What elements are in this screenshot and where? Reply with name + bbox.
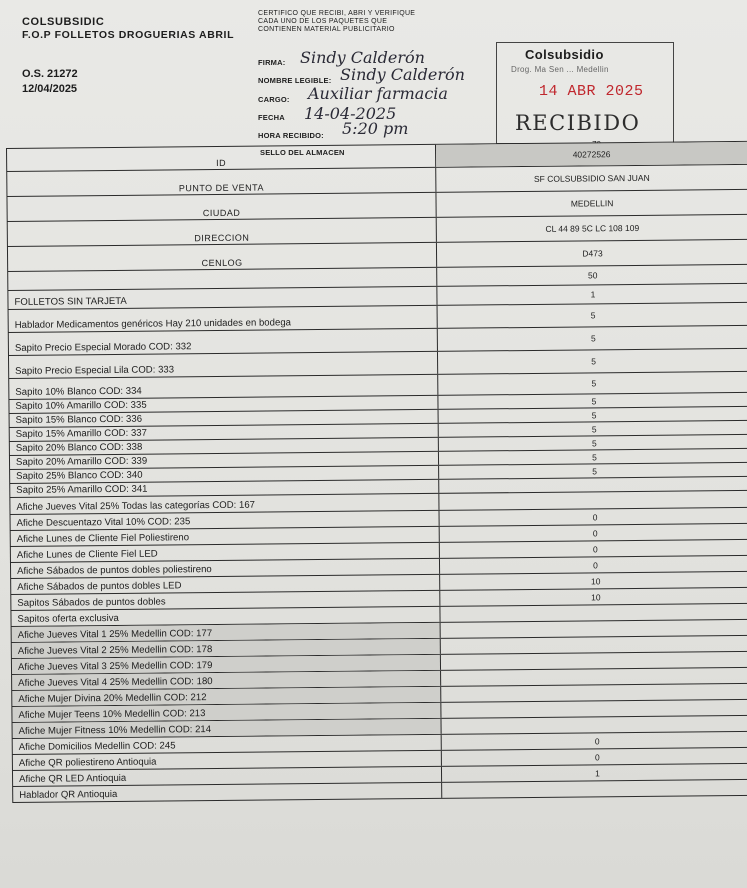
item-name: Hablador Medicamentos genéricos Hay 210 unidades en bodega [8, 306, 438, 332]
row-label: PUNTO DE VENTA [6, 168, 436, 196]
item-name: Afiche Domicilios Medellin COD: 245 [12, 735, 442, 754]
item-name: Sapito 10% Blanco COD: 334 [8, 375, 438, 399]
row-value: 40272526 [436, 142, 747, 167]
item-qty [441, 668, 747, 686]
stamp-store: Drog. Ma Sen ... Medellin [511, 65, 609, 74]
row-label: CENLOG [7, 243, 437, 271]
item-name: Afiche Lunes de Cliente Fiel LED [10, 543, 440, 562]
stamp-status: RECIBIDO [515, 111, 641, 135]
row-label: ID [6, 145, 436, 171]
item-name: Sapito Precio Especial Lila COD: 333 [8, 352, 438, 378]
item-qty: 5 [591, 378, 597, 389]
item-name: FOLLETOS SIN TARJETA [7, 287, 437, 309]
item-qty [441, 700, 747, 718]
item-qty: 5 [590, 333, 596, 344]
item-qty: 0 [594, 751, 600, 762]
item-name: Afiche Jueves Vital 1 25% Medellin COD: 177 [11, 623, 441, 642]
delivery-table [6, 141, 747, 803]
item-name: Sapitos Sábados de puntos dobles [10, 591, 440, 610]
document-header [22, 16, 234, 42]
item-name: Afiche Jueves Vital 2 25% Medellin COD: 178 [11, 639, 441, 658]
row-value: CL 44 89 5C LC 108 109 [545, 222, 640, 234]
signature-value: Sindy Calderón [300, 48, 425, 67]
item-qty: 1 [590, 289, 596, 300]
item-name: Afiche Sábados de puntos dobles LED [10, 575, 440, 594]
item-name: Afiche Jueves Vital 25% Todas las categorías COD: 167 [9, 494, 439, 514]
item-qty: 0 [592, 527, 598, 538]
received-stamp [496, 42, 674, 144]
item-name: Afiche Descuentazo Vital 10% COD: 235 [10, 511, 440, 530]
item-name: Afiche QR LED Antioquia [12, 767, 442, 786]
item-name: Sapito 15% Amarillo COD: 337 [9, 424, 439, 441]
row-value: MEDELLIN [570, 198, 614, 209]
item-qty: 10 [591, 591, 601, 602]
item-qty [441, 636, 747, 654]
item-qty: 0 [593, 559, 598, 570]
item-name: Sapito 20% Amarillo COD: 339 [9, 452, 439, 469]
position-value: Auxiliar farmacia [308, 84, 448, 103]
item-qty [439, 491, 747, 510]
document-subtitle: F.O.P FOLLETOS DROGUERIAS ABRIL [22, 29, 235, 41]
received-date-label: FECHA [258, 113, 285, 122]
company-name: COLSUBSIDIC [22, 16, 105, 28]
received-time-value: 5:20 pm [342, 119, 409, 138]
certification-text: CERTIFICO QUE RECIBI, ABRI Y VERIFIQUE CADA UNO DE LOS PAQUETES QUE CONTIENEN MATERIAL PUBLICITARIO [258, 10, 416, 33]
item-name: Afiche Jueves Vital 3 25% Medellin COD: 179 [11, 655, 441, 674]
item-qty [441, 684, 747, 702]
item-qty: 50 [587, 270, 598, 281]
item-name: Afiche QR poliestireno Antioquia [12, 751, 442, 770]
item-name: Afiche Sábados de puntos dobles poliestireno [10, 559, 440, 578]
stamp-date: 14 ABR 2025 [539, 83, 644, 100]
row-label: DIRECCION [7, 218, 437, 246]
item-qty [441, 620, 747, 638]
legible-name-value: Sindy Calderón [340, 65, 465, 84]
item-name: Afiche Mujer Divina 20% Medellin COD: 212 [11, 687, 441, 706]
item-qty [441, 716, 747, 734]
signature-label: FIRMA: [258, 58, 286, 67]
item-qty: 5 [591, 395, 597, 406]
item-qty: 0 [594, 735, 600, 746]
item-name: Hablador QR Antioquia [12, 783, 442, 802]
item-qty: 5 [590, 310, 596, 321]
item-qty: 5 [591, 356, 596, 367]
item-name: Afiche Jueves Vital 4 25% Medellin COD: 180 [11, 671, 441, 690]
item-qty: 5 [591, 423, 597, 434]
item-qty: 0 [592, 511, 598, 522]
item-qty: 5 [591, 437, 597, 448]
position-label: CARGO: [258, 95, 290, 104]
item-qty [440, 604, 747, 622]
received-date-value: 14-04-2025 [304, 104, 397, 123]
item-name: Afiche Lunes de Cliente Fiel Poliestireno [10, 527, 440, 546]
item-qty: 5 [592, 451, 597, 462]
item-qty: 0 [592, 543, 598, 554]
item-name: Sapito 10% Amarillo COD: 335 [8, 396, 438, 413]
item-qty: 1 [595, 767, 600, 778]
item-qty: 10 [590, 575, 601, 586]
item-name: Afiche Mujer Fitness 10% Medellin COD: 214 [12, 719, 442, 738]
item-qty: 5 [592, 465, 598, 476]
item-qty: 5 [591, 409, 597, 420]
order-info [22, 67, 78, 97]
order-number: O.S. 21272 [22, 68, 78, 80]
item-name: Afiche Mujer Teens 10% Medellin COD: 213 [11, 703, 441, 722]
item-name: Sapito 20% Blanco COD: 338 [9, 438, 439, 455]
stamp-brand: Colsubsidio [525, 47, 604, 62]
row-value: SF COLSUBSIDIO SAN JUAN [533, 172, 650, 184]
item-qty [441, 652, 747, 670]
received-time-label: HORA RECIBIDO: [258, 131, 324, 140]
seal-label: SELLO DEL ALMACEN [260, 148, 345, 157]
row-value: D473 [582, 248, 603, 259]
order-date: 12/04/2025 [22, 83, 78, 95]
item-name: Sapito 25% Amarillo COD: 341 [9, 480, 439, 497]
legible-name-label: NOMBRE LEGIBLE: [258, 76, 332, 85]
item-qty [442, 780, 747, 798]
item-name: Sapito 25% Blanco COD: 340 [9, 466, 439, 483]
row-label: CIUDAD [6, 193, 436, 221]
item-name: Sapito Precio Especial Morado COD: 332 [8, 329, 438, 355]
item-name: Sapito 15% Blanco COD: 336 [9, 410, 439, 427]
item-name: Sapitos oferta exclusiva [10, 607, 440, 626]
